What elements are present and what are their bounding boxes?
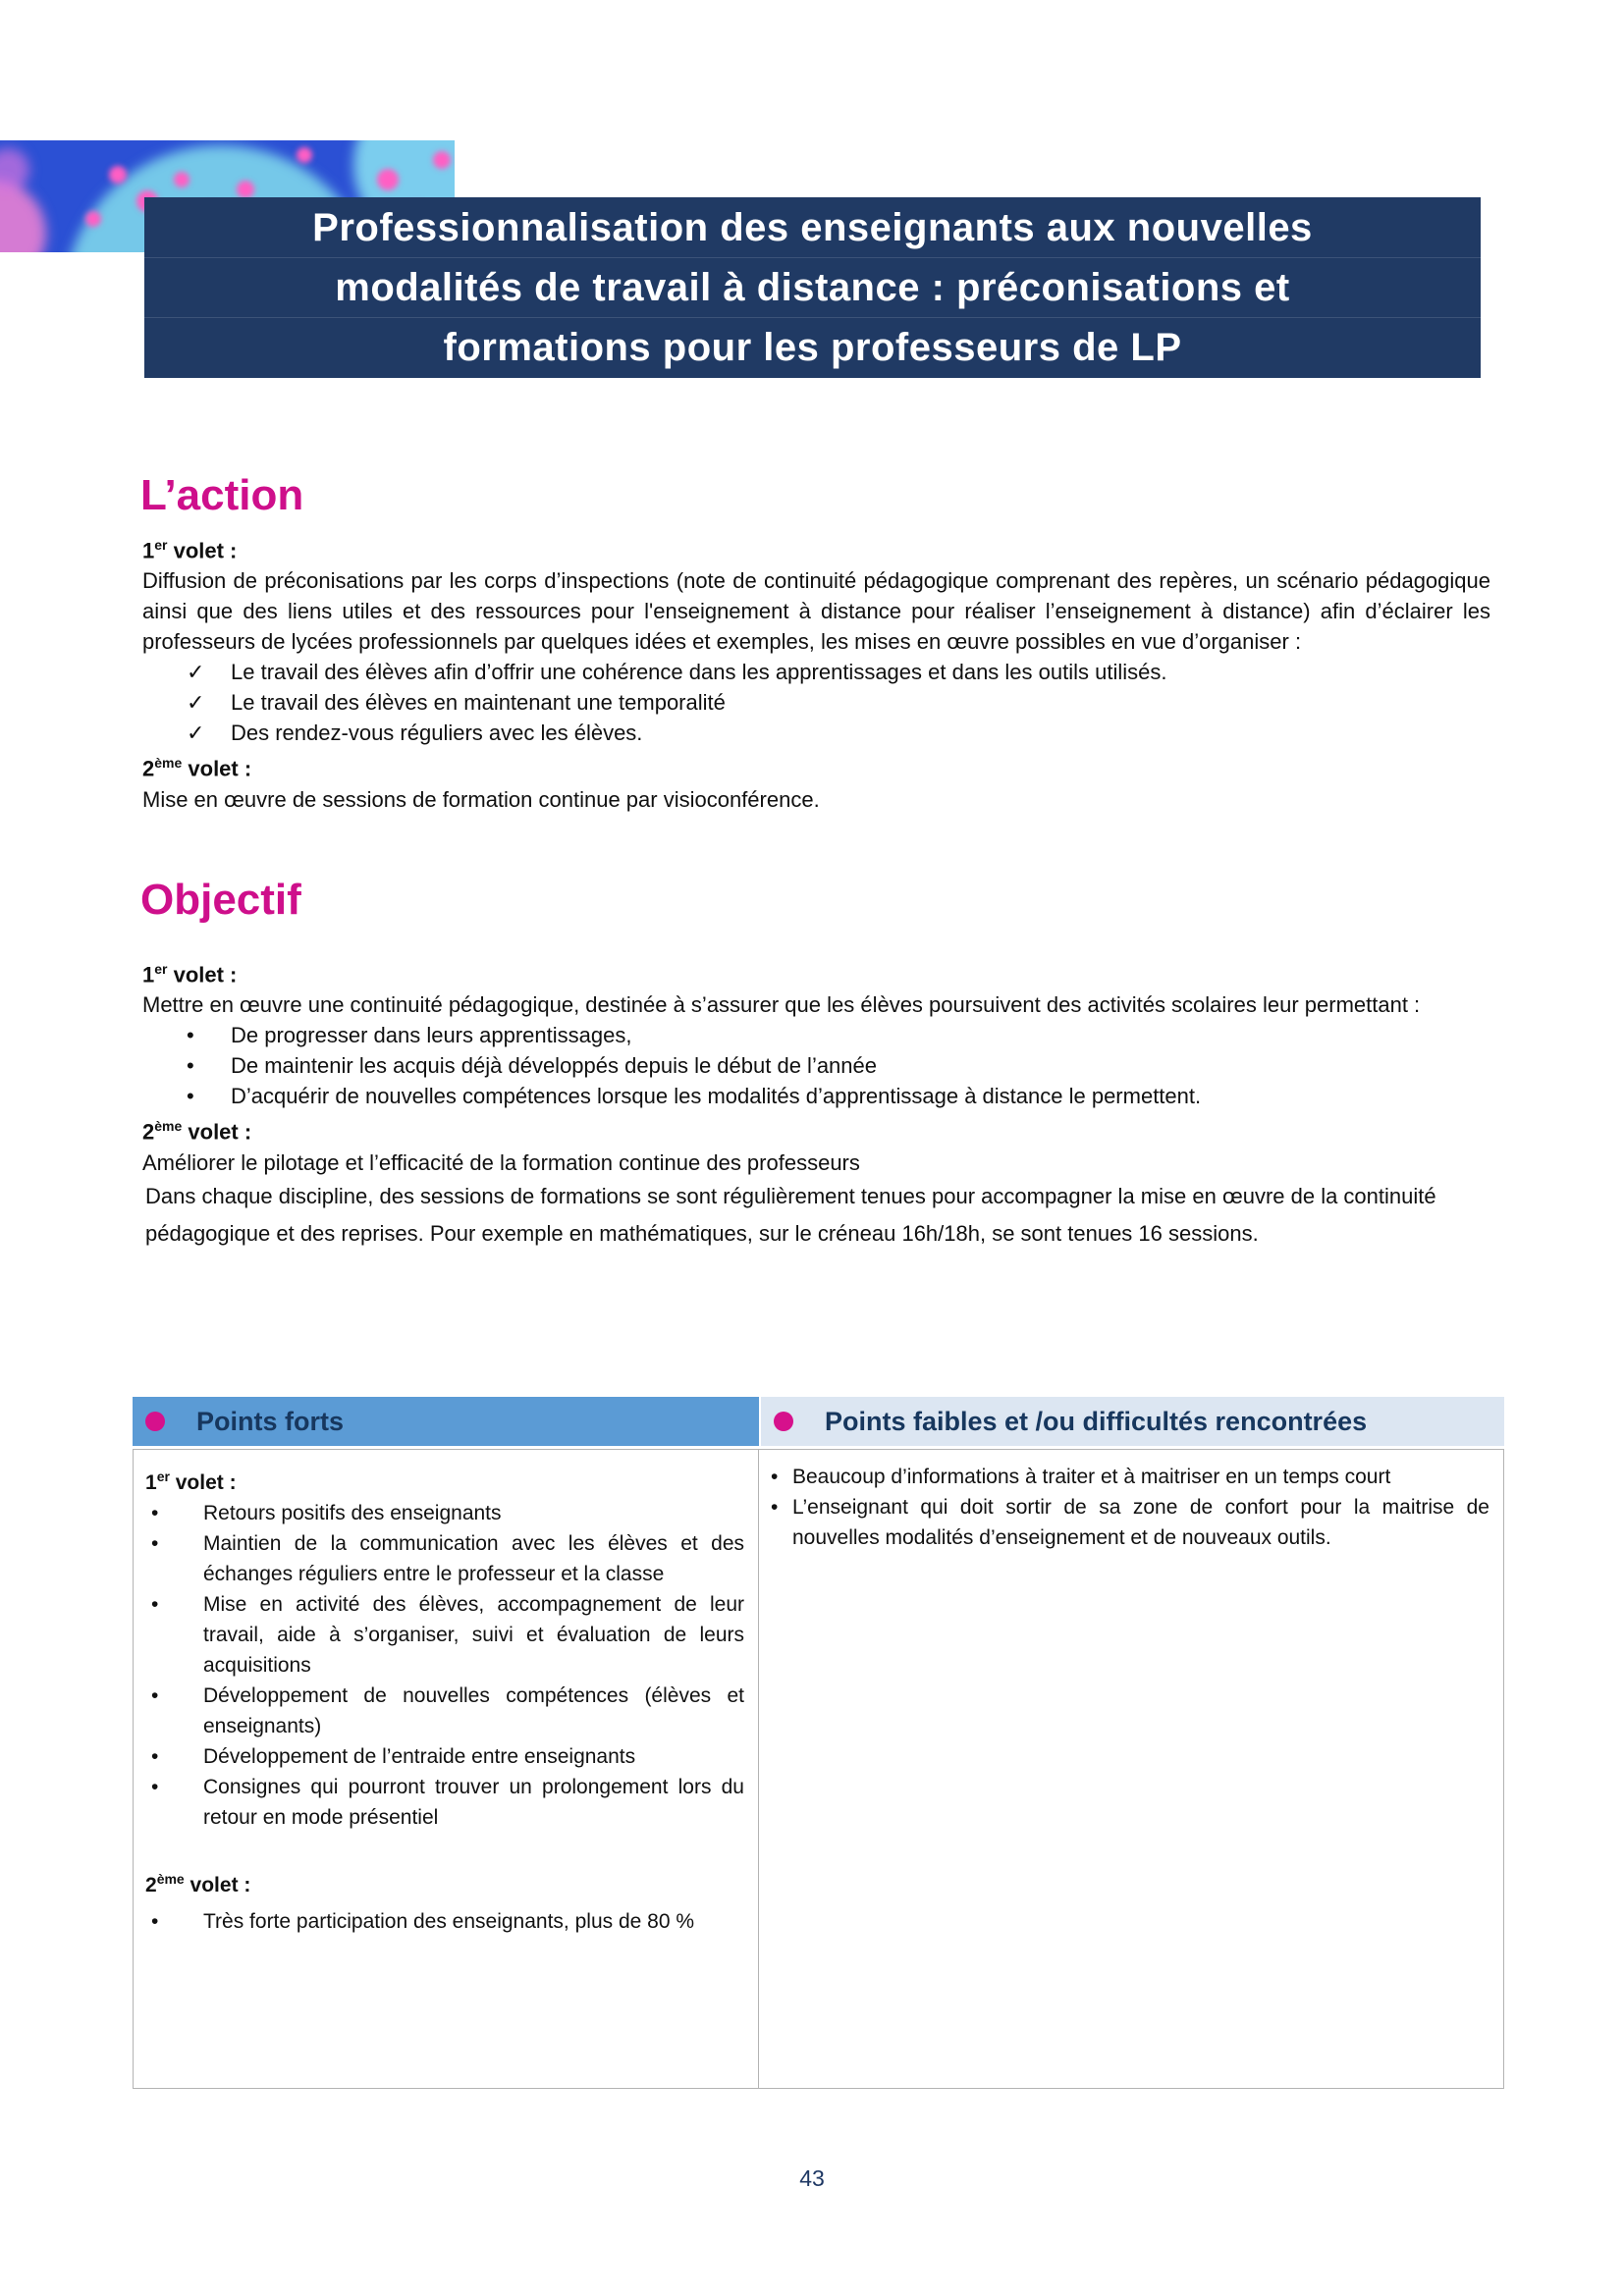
list-item <box>145 1741 744 1772</box>
list-item <box>142 657 1490 687</box>
volet-1-label <box>142 954 1490 989</box>
bullet-item-text: Consignes qui pourront trouver un prolongement lors du retour en mode présentiel <box>203 1776 744 1829</box>
bullet-item-text: Mise en activité des élèves, accompagnement de leur travail, aide à s’organiser, suivi et évaluation de leurs acquisitions <box>203 1593 744 1677</box>
objectif-volet2-line: Améliorer le pilotage et l’efficacité de la formation continue des professeurs <box>142 1149 860 1175</box>
volet-2-label <box>142 748 1490 783</box>
list-item <box>142 1081 1490 1111</box>
volet-number: 2 <box>145 1874 157 1896</box>
volet-ordinal-suffix: er <box>156 1468 170 1484</box>
bullet-icon: • <box>187 1023 194 1048</box>
page-number: 43 <box>799 2165 825 2191</box>
volet-number: 2 <box>142 1119 155 1145</box>
list-item <box>145 1528 744 1589</box>
bullet-item-text: Développement de l’entraide entre enseignants <box>203 1745 636 1768</box>
table-header-points-forts <box>133 1397 759 1446</box>
list-item <box>771 1492 1489 1553</box>
check-item-text: Le travail des élèves afin d’offrir une cohérence dans les apprentissages et dans les outils utilisés. <box>231 660 1167 685</box>
cell-points-faibles <box>759 1450 1503 2088</box>
bullet-icon: • <box>151 1502 159 1524</box>
volet-ordinal-suffix: er <box>154 961 168 977</box>
list-item <box>771 1462 1489 1492</box>
volet-label-text: volet : <box>167 538 238 563</box>
volet-ordinal-suffix: er <box>154 537 168 553</box>
column-header-label: Points forts <box>196 1406 345 1436</box>
bullet-icon: • <box>151 1684 159 1707</box>
magenta-dot-icon <box>774 1412 793 1431</box>
volet-number: 1 <box>145 1471 157 1494</box>
list-item <box>145 1589 744 1681</box>
volet-label-text: volet : <box>182 756 252 781</box>
volet-ordinal-suffix: ème <box>154 1118 183 1135</box>
volet-label-text: volet : <box>167 962 238 988</box>
strengths-weaknesses-table <box>133 1397 1504 2089</box>
check-item-text: Des rendez-vous réguliers avec les élèves. <box>231 721 643 746</box>
list-item <box>145 1681 744 1741</box>
bullet-icon: • <box>151 1593 159 1616</box>
objectif-volet2-paragraph: Dans chaque discipline, des sessions de formations se sont régulièrement tenues pour accompagner la mise en œuvre de la continuité pédagogique et des reprises. Pour exemple en mathématiques, sur le créneau 16h/18h, se sont tenues 16 sessions. <box>145 1183 1436 1246</box>
volet-ordinal-suffix: ème <box>154 755 183 772</box>
action-volet2-text: Mise en œuvre de sessions de formation continue par visioconférence. <box>142 786 820 812</box>
bullet-item-text: D’acquérir de nouvelles compétences lorsque les modalités d’apprentissage à distance le permettent. <box>231 1084 1202 1109</box>
volet-2-label <box>142 1111 1490 1147</box>
list-item <box>142 1020 1490 1050</box>
bullet-item-text: Beaucoup d’informations à traiter et à maitriser en un temps court <box>792 1466 1391 1488</box>
bullet-icon: • <box>151 1910 159 1933</box>
objectif-intro: Mettre en œuvre une continuité pédagogique, destinée à s’assurer que les élèves poursuivent des activités scolaires leur permettant : <box>142 992 1421 1018</box>
cell-points-forts <box>134 1450 759 2088</box>
bullet-icon: • <box>151 1776 159 1798</box>
page-title-line-3: formations pour les professeurs de LP <box>144 317 1481 377</box>
objectif-section <box>142 954 1490 1253</box>
title-banner <box>144 197 1481 378</box>
bullet-item-text: Développement de nouvelles compétences (élèves et enseignants) <box>203 1684 744 1737</box>
bullet-icon: • <box>187 1053 194 1079</box>
volet-number: 1 <box>142 962 155 988</box>
check-list <box>142 657 1490 748</box>
table-body-row <box>133 1449 1504 2089</box>
action-section <box>142 530 1490 815</box>
volet-label-text: volet : <box>182 1119 252 1145</box>
bullet-item-text: De maintenir les acquis déjà développés depuis le début de l’année <box>231 1053 878 1079</box>
check-icon: ✓ <box>187 721 205 746</box>
bullet-item-text: De progresser dans leurs apprentissages, <box>231 1023 632 1048</box>
objectif-bullet-list <box>142 1020 1490 1111</box>
check-icon: ✓ <box>187 660 205 685</box>
bullet-icon: • <box>151 1532 159 1555</box>
bullet-item-text: L’enseignant qui doit sortir de sa zone de confort pour la maitrise de nouvelles modalités d’enseignement et de nouveaux outils. <box>792 1496 1489 1549</box>
list-item <box>145 1900 744 1944</box>
list-item <box>142 1050 1490 1081</box>
section-heading-action: L’action <box>140 471 304 519</box>
check-icon: ✓ <box>187 690 205 716</box>
column-header-label: Points faibles et /ou difficultés rencontrées <box>825 1406 1368 1436</box>
volet-number: 2 <box>142 756 155 781</box>
volet-1-label <box>142 530 1490 565</box>
bullet-item-text: Retours positifs des enseignants <box>203 1502 502 1524</box>
bullet-item-text: Très forte participation des enseignants, plus de 80 % <box>203 1910 695 1933</box>
list-item <box>145 1772 744 1833</box>
volet-2-label <box>145 1864 744 1900</box>
check-item-text: Le travail des élèves en maintenant une temporalité <box>231 690 726 716</box>
volet-label-text: volet : <box>169 1471 237 1494</box>
page-title-line-2: modalités de travail à distance : préconisations et <box>144 257 1481 317</box>
list-item <box>142 687 1490 718</box>
bullet-icon: • <box>151 1745 159 1768</box>
bullet-item-text: Maintien de la communication avec les élèves et des échanges réguliers entre le professeur et la classe <box>203 1532 744 1585</box>
bullet-icon: • <box>187 1084 194 1109</box>
list-item <box>142 718 1490 748</box>
volet-label-text: volet : <box>184 1874 251 1896</box>
volet-1-label <box>145 1462 744 1498</box>
list-item <box>145 1498 744 1528</box>
table-header-row <box>133 1397 1504 1446</box>
bullet-icon: • <box>771 1466 779 1488</box>
magenta-dot-icon <box>145 1412 165 1431</box>
section-heading-objectif: Objectif <box>140 876 301 924</box>
bullet-icon: • <box>771 1496 779 1519</box>
volet-number: 1 <box>142 538 155 563</box>
table-header-points-faibles <box>759 1397 1504 1446</box>
volet-ordinal-suffix: ème <box>156 1871 185 1887</box>
page-title-line-1: Professionnalisation des enseignants aux nouvelles <box>312 206 1313 249</box>
action-paragraph: Diffusion de préconisations par les corps d’inspections (note de continuité pédagogique comprenant des repères, un scénario pédagogique ainsi que des liens utiles et des ressources pour l'enseignement à distance pour réaliser l’enseignement à distance) afin d’éclairer les professeurs de lycées professionnels par quelques idées et exemples, les mises en œuvre possibles en vue d’organiser : <box>142 568 1490 655</box>
